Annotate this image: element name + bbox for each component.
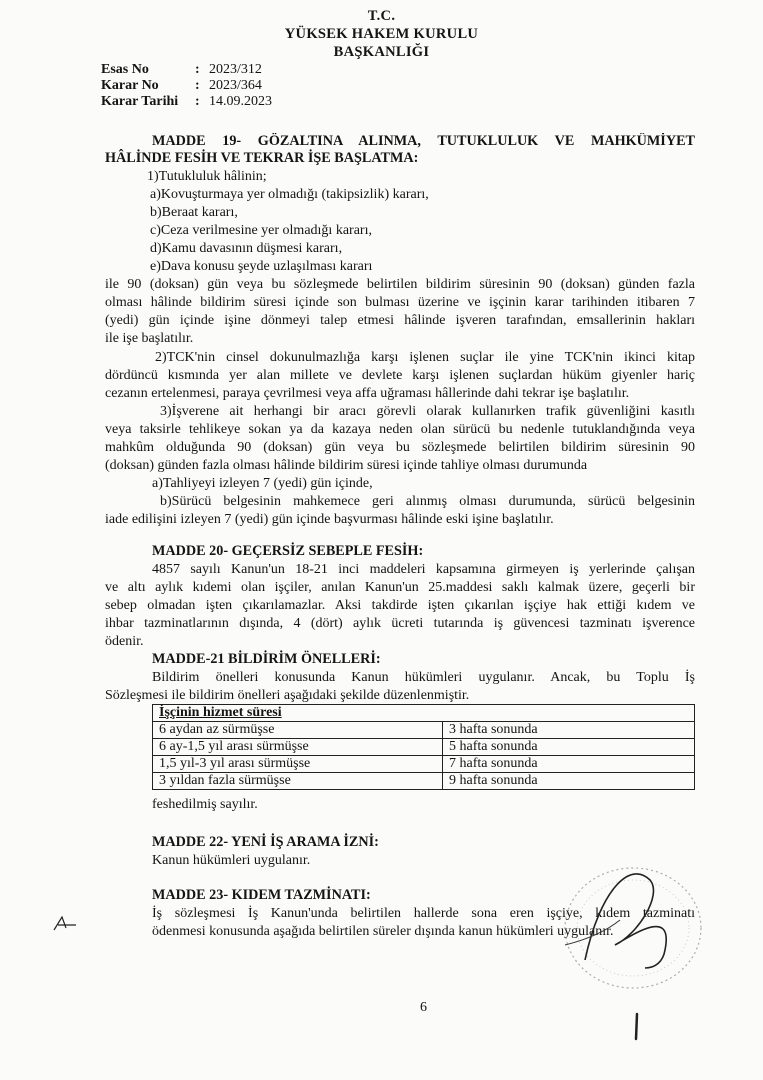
meta-colon: : — [195, 62, 200, 77]
meta-value: 2023/312 — [209, 62, 262, 77]
madde19-p1-line: (yedi) gün içinde işine dönmeyi talep etmesi hâlinde işveren tarafından, emsallerinin hakları — [105, 313, 695, 328]
table-cell-duration: 6 aydan az sürmüşse — [153, 722, 443, 739]
madde21-after: feshedilmiş sayılır. — [152, 797, 258, 812]
madde20-line: sebep olmadan işten çıkarılamazlar. Aksi takdirde işten çıkarılan işçiye hak ettiği kıdem ve — [105, 598, 695, 613]
madde23-line: İş sözleşmesi İş Kanun'unda belirtilen hallerde sona eren işçiye, kıdem tazminatı — [152, 906, 695, 921]
madde20-line: ve altı aylık kıdemi olan işçiler, anılan Kanun'un 25.maddesi saklı kalmak üzere, geçerli bir — [105, 580, 695, 595]
meta-row-esas — [101, 62, 272, 78]
madde23-line: ödenmesi konusunda aşağıda belirtilen süreler dışında kanun hükümleri uygulanır. — [152, 924, 614, 939]
table-cell-notice: 9 hafta sonunda — [443, 773, 695, 790]
table-header-row — [153, 705, 695, 722]
madde20-line: ödenir. — [105, 634, 144, 649]
table-cell-notice: 7 hafta sonunda — [443, 756, 695, 773]
table-row — [153, 722, 695, 739]
official-stamp-seal — [545, 850, 715, 1000]
table-cell-notice: 3 hafta sonunda — [443, 722, 695, 739]
madde19-item-d: d)Kamu davasının düşmesi kararı, — [150, 241, 343, 256]
madde19-p3-line: (doksan) günden fazla olması hâlinde bildirim süresi içinde tahliye olması durumunda — [105, 458, 588, 473]
madde19-p2-line: cezanın ertelenmesi, paraya çevrilmesi veya affa uğraması hâllerinde dahi tekrar işe başlatılır. — [105, 386, 630, 401]
madde19-p3-b: b)Sürücü belgesinin mahkemece geri alınmış olması durumunda, sürücü belgesinin — [160, 494, 695, 509]
madde22-title: MADDE 22- YENİ İŞ ARAMA İZNİ: — [152, 834, 379, 850]
header-department: BAŞKANLIĞI — [333, 44, 430, 60]
meta-value: 14.09.2023 — [209, 94, 272, 109]
table-cell-notice: 5 hafta sonunda — [443, 739, 695, 756]
madde19-p2-line: dördüncü kısmında yer alan millete ve devlete karşı işlenen suçlardan hüküm giyenler hariç — [105, 368, 695, 383]
meta-row-tarih — [101, 94, 272, 110]
meta-colon: : — [195, 94, 200, 109]
madde20-line: ihbar tazminatlarının dışında, 4 (dört) aylık ücreti tutarında iş güvencesi tazminatı işverence — [105, 616, 695, 631]
ink-mark — [632, 1012, 642, 1042]
madde19-item-c: c)Ceza verilmesine yer olmadığı kararı, — [150, 223, 372, 238]
meta-colon: : — [195, 78, 200, 93]
madde19-item-a: a)Kovuşturmaya yer olmadığı (takipsizlik) kararı, — [150, 187, 429, 202]
madde19-p3-b-cont: iade edilişini izleyen 7 (yedi) gün içinde başvurması hâlinde eski işine başlatılır. — [105, 512, 554, 527]
header-tc: T.C. — [367, 8, 396, 24]
meta-key: Karar No — [101, 78, 159, 93]
madde19-p3-line: veya taksirle tehlikeye sokan ya da kazaya neden olan sürücü bu nedenle tutuklandığında veya — [105, 422, 695, 437]
meta-value: 2023/364 — [209, 78, 262, 93]
table-row — [153, 756, 695, 773]
madde19-p1-intro: 1)Tutukluluk hâlinin; — [147, 169, 267, 184]
madde23-title: MADDE 23- KIDEM TAZMİNATI: — [152, 887, 371, 903]
madde19-p1-line: olması hâlinde bildirim süresi içinde son bulması üzerine ve işçinin karar tarihinden itibaren 7 — [105, 295, 695, 310]
meta-row-karar — [101, 78, 272, 94]
madde21-line: Bildirim önelleri konusunda Kanun hükümleri uygulanır. Ancak, bu Toplu İş — [152, 670, 695, 685]
madde19-item-e: e)Dava konusu şeyde uzlaşılması kararı — [150, 259, 373, 274]
madde19-p3-line: mahkûm olduğunda 90 (doksan) gün veya bu sözleşmede belirtilen bildirim süresinin 90 — [105, 440, 695, 455]
table-cell-duration: 6 ay-1,5 yıl arası sürmüşse — [153, 739, 443, 756]
table-row — [153, 773, 695, 790]
notice-period-table — [152, 704, 695, 790]
table-cell-duration: 1,5 yıl-3 yıl arası sürmüşse — [153, 756, 443, 773]
madde19-p1-line: ile 90 (doksan) gün veya bu sözleşmede belirtilen bildirim süresinin 90 (doksan) günden fazla — [105, 277, 695, 292]
madde20-title: MADDE 20- GEÇERSİZ SEBEPLE FESİH: — [152, 543, 424, 559]
table-header-cell: İşçinin hizmet süresi — [153, 705, 695, 722]
header-institution: YÜKSEK HAKEM KURULU — [284, 26, 479, 42]
madde19-title-cont: HÂLİNDE FESİH VE TEKRAR İŞE BAŞLATMA: — [105, 150, 419, 166]
madde19-p1-line: ile işe başlatılır. — [105, 331, 194, 346]
madde19-p3-line: 3)İşverene ait herhangi bir aracı görevli olarak kullanırken trafik güvenliğini kasıtlı — [160, 404, 695, 419]
meta-key: Karar Tarihi — [101, 94, 179, 109]
margin-initial-mark — [52, 914, 82, 934]
page-number: 6 — [420, 1000, 427, 1015]
madde19-item-b: b)Beraat kararı, — [150, 205, 238, 220]
meta-key: Esas No — [101, 62, 149, 77]
madde19-p2-line: 2)TCK'nin cinsel dokunulmazlığa karşı işlenen suçlar ile yine TCK'nin ikinci kitap — [155, 350, 695, 365]
madde19-title: MADDE 19- GÖZALTINA ALINMA, TUTUKLULUK VE MAHKÛMİYET — [152, 133, 695, 149]
madde22-body: Kanun hükümleri uygulanır. — [152, 853, 311, 868]
table-cell-duration: 3 yıldan fazla sürmüşse — [153, 773, 443, 790]
table-row — [153, 739, 695, 756]
madde21-line: Sözleşmesi ile bildirim önelleri aşağıdaki şekilde düzenlenmiştir. — [105, 688, 470, 703]
madde21-title: MADDE-21 BİLDİRİM ÖNELLERİ: — [152, 651, 381, 667]
case-meta — [101, 62, 272, 110]
madde19-p3-a: a)Tahliyeyi izleyen 7 (yedi) gün içinde, — [152, 476, 373, 491]
madde20-line: 4857 sayılı Kanun'un 18-21 inci maddeleri kapsamına girmeyen iş yerlerinde çalışan — [152, 562, 695, 577]
